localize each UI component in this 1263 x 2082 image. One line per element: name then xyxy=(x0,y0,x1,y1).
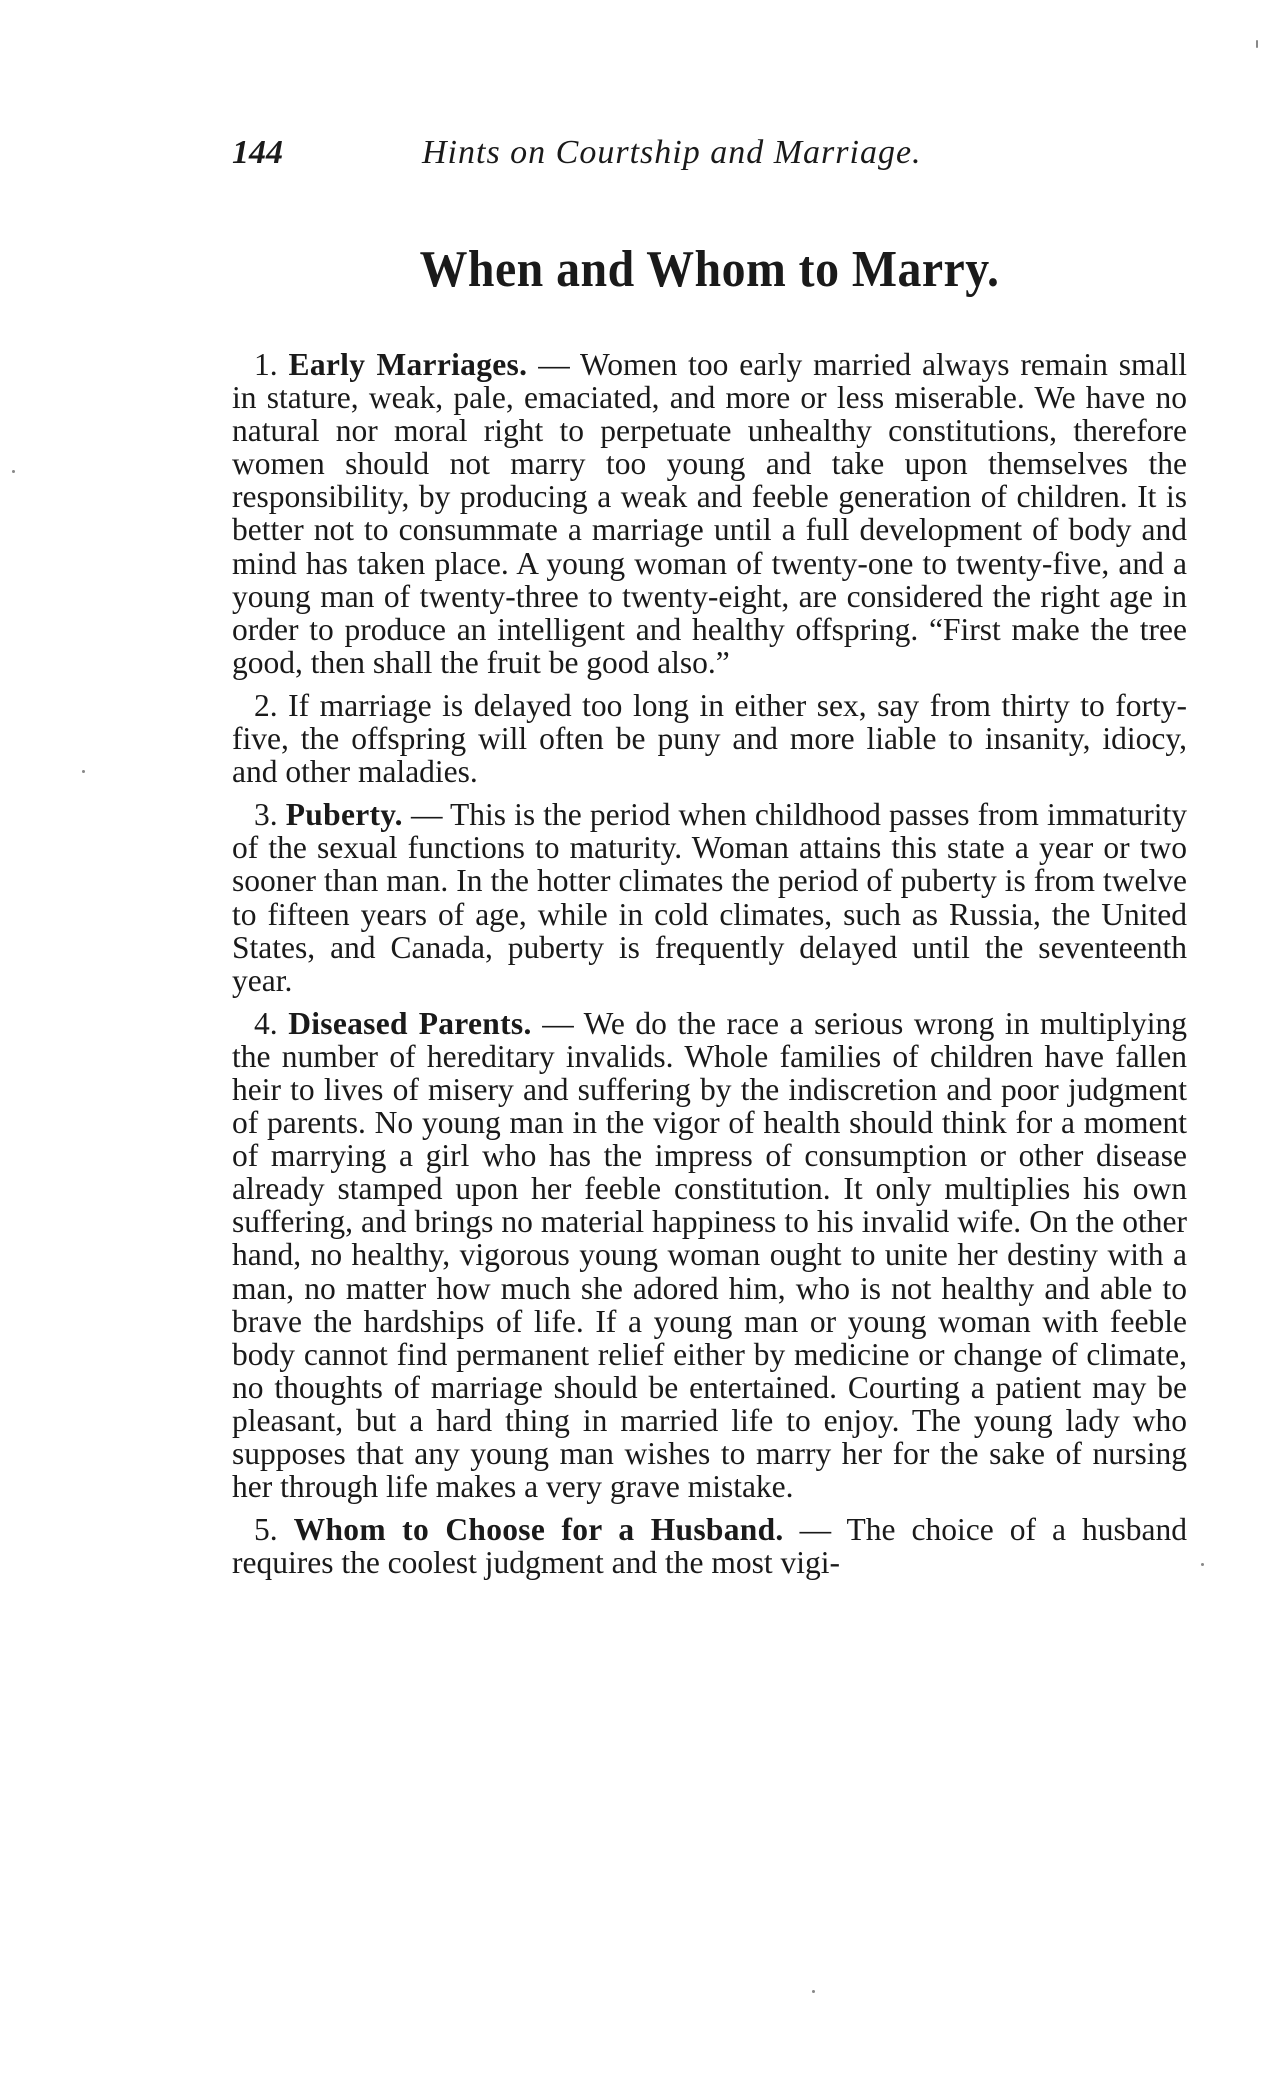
paragraph-puberty xyxy=(232,798,1187,997)
paragraph-number: 2. xyxy=(254,687,278,723)
scan-speck xyxy=(12,470,15,473)
paragraph-early-marriages xyxy=(232,348,1187,679)
paragraph-number: 1. xyxy=(254,347,278,382)
paragraph-number: 5. xyxy=(254,1512,278,1548)
paragraph-text: — Women too early married always remain small in stature, weak, pale, emaciated, and more or less miserable. We have no natural nor moral right to perpetuate unhealthy constitutions, therefore women should not marry too young and take upon themselves the responsibility, by producing a weak and feeble generation of children. It is better not to consummate a marriage until a full development of body and mind has taken place. A young woman of twenty-one to twenty-five, and a young man of twenty-three to twenty-eight, are considered the right age in order to produce an intelligent and healthy offspring. “First make the tree good, then shall the fruit be good also.” xyxy=(232,347,1187,680)
paragraph-diseased-parents xyxy=(232,1007,1187,1503)
paragraph-text: — We do the race a serious wrong in multiplying the number of hereditary invalids. Whole families of children have fallen heir to lives of misery and suffering by the indiscretion and poor judgment of parents. No young man in the vigor of health should think for a moment of marrying a girl who has the impress of consumption or other disease already stamped upon her feeble constitution. It only multiplies his own suffering, and brings no material happiness to his invalid wife. On the other hand, no healthy, vigorous young woman ought to unite her destiny with a man, no matter how much she adored him, who is not healthy and able to brave the hardships of life. If a young man or young woman with feeble body cannot find permanent relief either by medicine or change of climate, no thoughts of marriage should be entertained. Courting a patient may be pleasant, but a hard thing in married life to enjoy. The young lady who supposes that any young man wishes to marry her for the sake of nursing her through life makes a very grave mistake. xyxy=(232,1005,1187,1505)
scan-speck xyxy=(1256,40,1258,48)
paragraph-number: 4. xyxy=(254,1005,278,1041)
scan-speck xyxy=(1201,1563,1204,1566)
scan-speck xyxy=(82,770,85,773)
chapter-title: When and Whom to Marry. xyxy=(419,241,1000,298)
paragraph-heading: Puberty. xyxy=(285,797,403,833)
scan-speck xyxy=(812,1990,815,1993)
paragraph-text: If marriage is delayed too long in either sex, say from thirty to forty-five, the offspring will often be puny and more liable to insanity, idiocy, and other maladies. xyxy=(232,687,1187,790)
paragraph-text: — The choice of a husband requires the coolest judgment and the most vigi- xyxy=(232,1512,1188,1581)
paragraph-heading: Early Marriages. xyxy=(288,347,528,382)
paragraph-delayed-marriage xyxy=(232,689,1187,788)
running-title: Hints on Courtship and Marriage. xyxy=(422,134,922,171)
paragraph-whom-to-choose xyxy=(232,1513,1187,1579)
paragraph-text: — This is the period when childhood passes from immaturity of the sexual functions to maturity. Woman attains this state a year or two sooner than man. In the hotter climates the period of puberty is from twelve to fifteen years of age, while in cold climates, such as Russia, the United States, and Canada, puberty is frequently delayed until the seventeenth year. xyxy=(232,797,1187,998)
book-page xyxy=(232,128,1187,1589)
paragraph-number: 3. xyxy=(254,797,278,833)
paragraph-heading: Diseased Parents. xyxy=(288,1005,532,1041)
running-head xyxy=(232,128,1187,178)
page-number: 144 xyxy=(232,134,283,171)
paragraph-heading: Whom to Choose for a Husband. xyxy=(293,1512,784,1548)
